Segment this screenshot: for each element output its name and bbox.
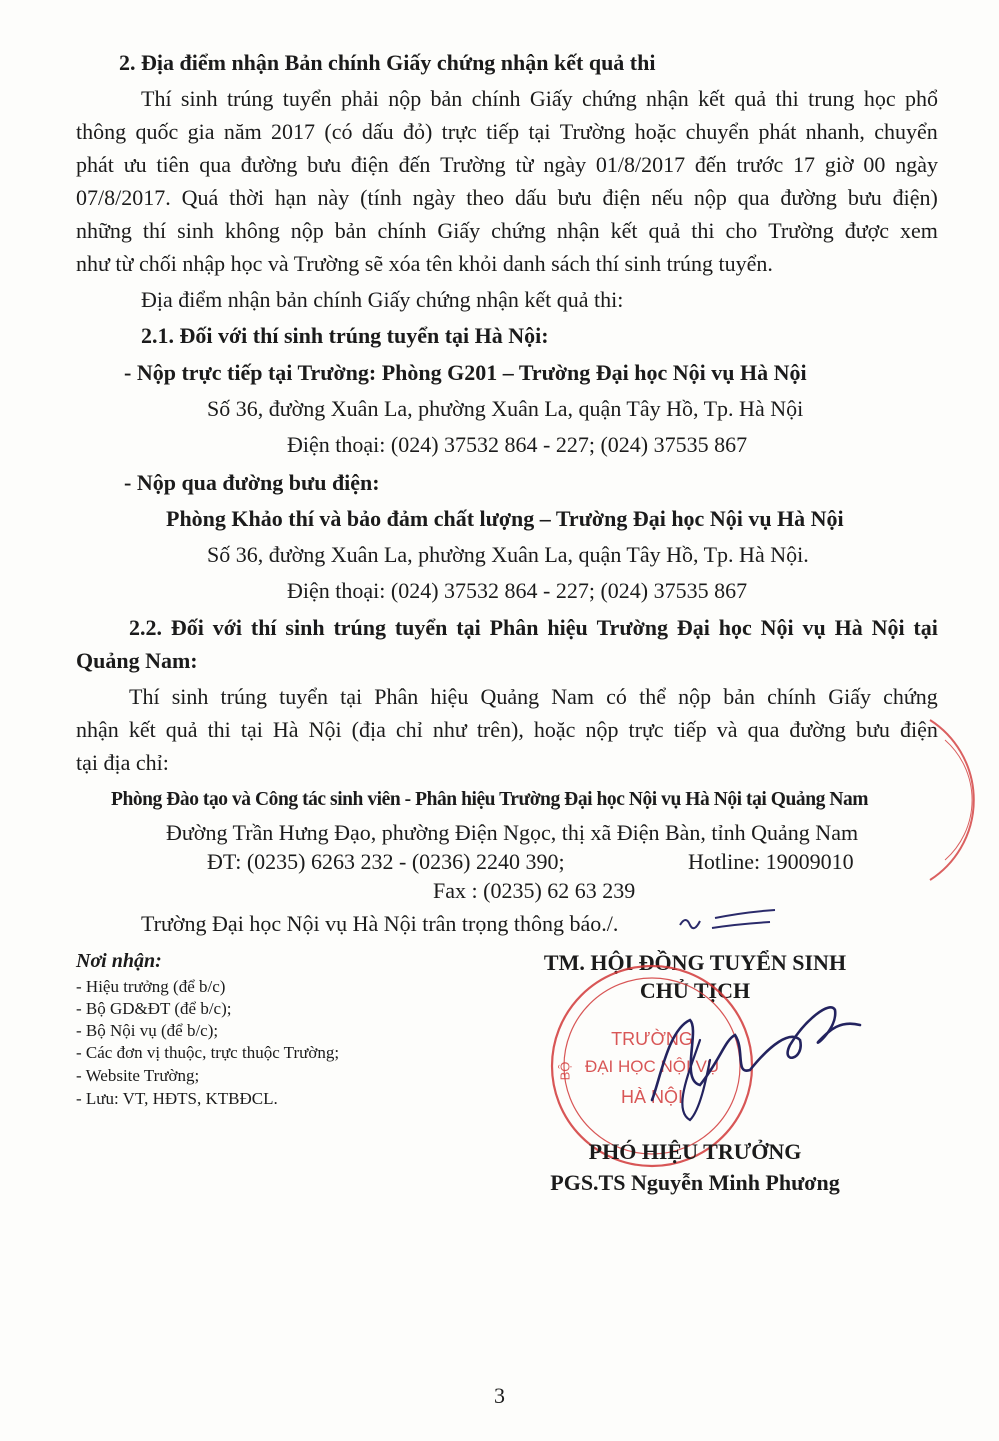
- quangnam-hotline: Hotline: 19009010: [688, 849, 854, 874]
- page-number: 3: [494, 1383, 505, 1408]
- section-2-heading: 2. Địa điểm nhận Bản chính Giấy chứng nhận kết quả thi: [119, 50, 656, 75]
- seal-text-top: TRƯỜNG: [611, 1029, 693, 1049]
- direct-submission-heading: - Nộp trực tiếp tại Trường: Phòng G201 – Trường Đại học Nội vụ Hà Nội: [124, 360, 807, 385]
- recipient-item: - Website Trường;: [76, 1066, 200, 1085]
- signer-position: PHÓ HIỆU TRƯỞNG: [588, 1139, 802, 1164]
- post-address: Số 36, đường Xuân La, phường Xuân La, quận Tây Hồ, Tp. Hà Nội.: [207, 542, 809, 567]
- paragraph-line: những thí sinh không nộp bản chính Giấy chứng nhận kết quả thi cho Trường được xem: [76, 218, 938, 243]
- recipient-item: - Các đơn vị thuộc, trực thuộc Trường;: [76, 1043, 340, 1062]
- paragraph-line: thông quốc gia năm 2017 (có dấu đỏ) trực tiếp tại Trường hoặc chuyển phát nhanh, chuyển: [76, 119, 938, 144]
- closing-statement: Trường Đại học Nội vụ Hà Nội trân trọng thông báo./.: [141, 911, 619, 936]
- paragraph-line: tại địa chỉ:: [76, 750, 169, 775]
- recipient-item: - Hiệu trưởng (để b/c): [76, 977, 226, 996]
- paragraph-line: như từ chối nhập học và Trường sẽ xóa tên khỏi danh sách thí sinh trúng tuyển.: [76, 251, 773, 276]
- quangnam-office: Phòng Đào tạo và Công tác sinh viên - Phân hiệu Trường Đại học Nội vụ Hà Nội tại Quảng Nam: [111, 789, 869, 810]
- post-submission-heading: - Nộp qua đường bưu điện:: [124, 470, 380, 495]
- seal-text-bottom: HÀ NỘI: [620, 1087, 683, 1107]
- hanoi-heading: 2.1. Đối với thí sinh trúng tuyển tại Hà Nội:: [141, 323, 549, 348]
- quangnam-phone: ĐT: (0235) 6263 232 - (0236) 2240 390;: [207, 849, 565, 874]
- direct-phone: Điện thoại: (024) 37532 864 - 227; (024) 37535 867: [287, 432, 748, 457]
- recipients-label: Nơi nhận:: [76, 950, 162, 972]
- post-office-name: Phòng Khảo thí và bảo đảm chất lượng – Trường Đại học Nội vụ Hà Nội: [166, 506, 844, 531]
- recipient-item: - Bộ GD&ĐT (để b/c);: [76, 999, 232, 1018]
- paragraph-line: 07/8/2017. Quá thời hạn này (tính ngày theo dấu bưu điện nếu nộp qua đường bưu điện): [76, 185, 938, 210]
- recipient-item: - Lưu: VT, HĐTS, KTBĐCL.: [76, 1089, 278, 1108]
- signer-name: PGS.TS Nguyễn Minh Phương: [550, 1170, 840, 1195]
- paragraph-line: nhận kết quả thi tại Hà Nội (địa chỉ như trên), hoặc nộp trực tiếp và qua đường bưu điện: [76, 717, 938, 742]
- direct-address: Số 36, đường Xuân La, phường Xuân La, quận Tây Hồ, Tp. Hà Nội: [207, 396, 804, 421]
- post-phone: Điện thoại: (024) 37532 864 - 227; (024) 37535 867: [287, 578, 748, 603]
- signature-org: TM. HỘI ĐỒNG TUYỂN SINH: [543, 950, 847, 975]
- quangnam-address: Đường Trần Hưng Đạo, phường Điện Ngọc, thị xã Điện Bàn, tỉnh Quảng Nam: [166, 820, 859, 845]
- seal-text-middle: ĐẠI HỌC NỘI VỤ: [584, 1057, 720, 1076]
- paragraph-line: Thí sinh trúng tuyển phải nộp bản chính Giấy chứng nhận kết quả thi trung học phổ: [141, 86, 938, 111]
- initials-icon: [680, 910, 775, 928]
- paragraph-line: phát ưu tiên qua đường bưu điện đến Trường từ ngày 01/8/2017 đến trước 17 giờ 00 ngày: [76, 152, 938, 177]
- locations-intro: Địa điểm nhận bản chính Giấy chứng nhận kết quả thi:: [141, 287, 624, 312]
- seal-side-text: BỘ: [557, 1061, 573, 1081]
- quangnam-heading-cont: Quảng Nam:: [76, 648, 198, 673]
- paragraph-line: Thí sinh trúng tuyển tại Phân hiệu Quảng Nam có thể nộp bản chính Giấy chứng: [129, 684, 938, 709]
- quangnam-fax: Fax : (0235) 62 63 239: [433, 878, 636, 903]
- quangnam-heading: 2.2. Đối với thí sinh trúng tuyển tại Phân hiệu Trường Đại học Nội vụ Hà Nội tại: [129, 615, 938, 640]
- signature-title: CHỦ TỊCH: [639, 978, 751, 1003]
- recipient-item: - Bộ Nội vụ (để b/c);: [76, 1021, 219, 1040]
